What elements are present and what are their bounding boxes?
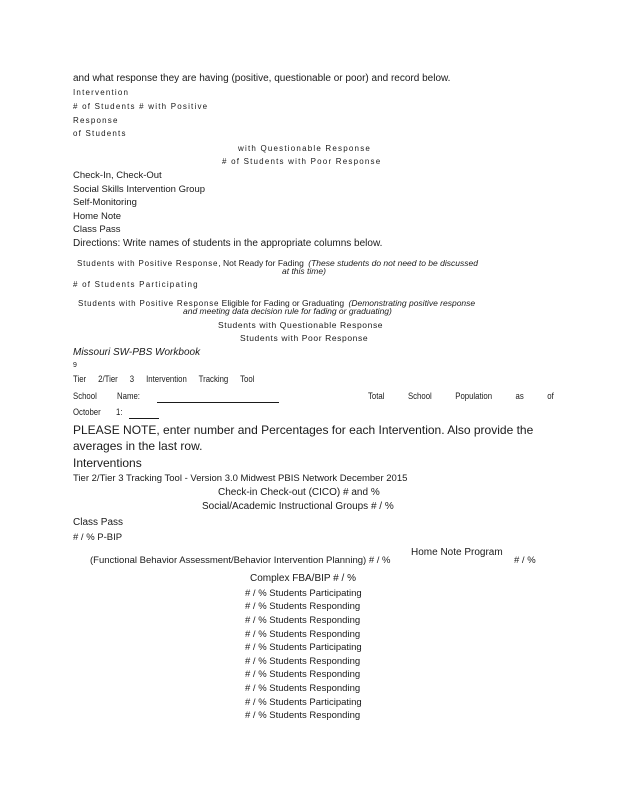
not-ready-label: , Not Ready for Fading	[218, 258, 304, 268]
total-population-label: Total School Population as of	[368, 391, 554, 402]
intro-text: and what response they are having (positive, questionable or poor) and record below.	[73, 73, 451, 84]
header-num-positive: # of Students # with Positive	[73, 102, 209, 111]
home-note-pct: # / %	[514, 555, 536, 566]
tool-title: Tier 2/Tier 3 Intervention Tracking Tool	[73, 374, 255, 385]
header-response: Response	[73, 116, 119, 125]
metric-row: # / % Students Responding	[245, 656, 361, 667]
metric-row: # / % Students Responding	[245, 669, 361, 680]
cico-header: Check-in Check-out (CICO) # and %	[218, 487, 380, 498]
intervention-item: Self-Monitoring	[73, 197, 137, 208]
october-count-field[interactable]	[129, 418, 159, 419]
header-num-poor: # of Students with Poor Response	[222, 157, 382, 166]
positive-response-label: Students with Positive Response	[78, 299, 220, 308]
not-ready-note-cont: at this time)	[282, 266, 326, 276]
eligible-note: (Demonstrating positive response	[348, 298, 476, 308]
workbook-footer: Missouri SW-PBS Workbook	[73, 347, 201, 358]
interventions-heading: Interventions	[73, 456, 142, 470]
metric-row: # / % Students Responding	[245, 710, 361, 721]
header-intervention: Intervention	[73, 88, 130, 97]
please-note-text-cont: averages in the last row.	[73, 439, 203, 453]
metric-row: # / % Students Responding	[245, 601, 361, 612]
positive-not-ready-line	[77, 254, 478, 270]
positive-response-label: Students with Positive Response	[77, 259, 219, 268]
poor-label: Students with Poor Response	[240, 333, 369, 343]
questionable-label: Students with Questionable Response	[218, 320, 384, 330]
version-text: Tier 2/Tier 3 Tracking Tool - Version 3.0 Midwest PBIS Network December 2015	[73, 473, 408, 484]
metric-row: # / % Students Participating	[245, 697, 362, 708]
eligible-label: Eligible for Fading or Graduating	[219, 298, 345, 308]
header-with-questionable: with Questionable Response	[238, 144, 372, 153]
intervention-item: Class Pass	[73, 224, 121, 235]
school-name-label: School Name:	[73, 391, 140, 402]
please-note-text: PLEASE NOTE, enter number and Percentages for each Intervention. Also provide the	[73, 423, 534, 437]
home-note-program-label: Home Note Program	[411, 547, 503, 558]
class-pass-label: Class Pass	[73, 517, 124, 528]
metric-row: # / % Students Responding	[245, 615, 361, 626]
intervention-item: Home Note	[73, 211, 122, 222]
fba-label: (Functional Behavior Assessment/Behavior Intervention Planning) # / %	[90, 555, 391, 566]
complex-fba-label: Complex FBA/BIP # / %	[250, 573, 356, 584]
social-groups-header: Social/Academic Instructional Groups # / %	[202, 501, 394, 512]
metric-row: # / % Students Responding	[245, 629, 361, 640]
not-ready-note: (These students do not need to be discussed	[308, 258, 478, 268]
october-label: October 1:	[73, 407, 123, 418]
metric-row: # / % Students Participating	[245, 642, 362, 653]
pbip-label: # / % P-BIP	[73, 532, 123, 543]
intervention-item: Check-In, Check-Out	[73, 170, 162, 181]
page-number: 9	[73, 362, 77, 369]
metric-row: # / % Students Responding	[245, 683, 361, 694]
directions-text: Directions: Write names of students in the appropriate columns below.	[73, 238, 383, 249]
header-of-students: of Students	[73, 129, 127, 138]
school-name-field[interactable]	[157, 402, 279, 403]
metric-row: # / % Students Participating	[245, 588, 362, 599]
eligible-note-cont: and meeting data decision rule for fading or graduating)	[183, 306, 392, 316]
intervention-item: Social Skills Intervention Group	[73, 184, 206, 195]
num-participating-label: # of Students Participating	[73, 280, 199, 289]
